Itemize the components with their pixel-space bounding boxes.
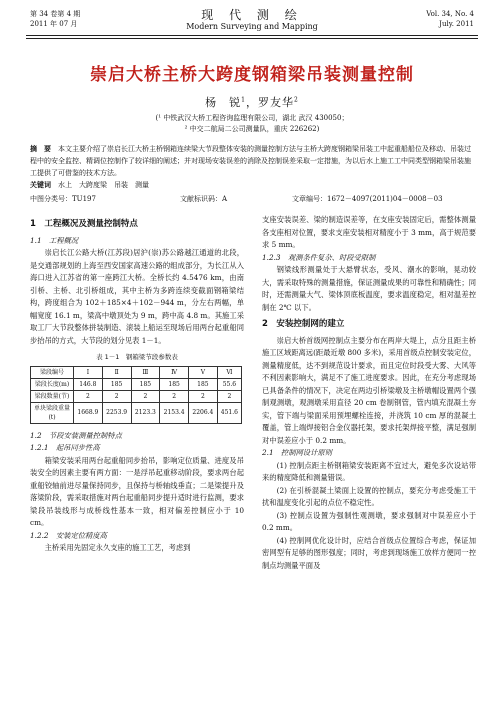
volume-cn: 第 34 卷第 4 期 bbox=[30, 10, 81, 18]
table-row bbox=[31, 366, 242, 378]
journal-name-cn: 现 代 测 绘 bbox=[201, 8, 303, 22]
author-name: 罗友华 bbox=[258, 96, 294, 109]
table-cell: 185 bbox=[189, 378, 218, 390]
abstract bbox=[30, 143, 476, 179]
affiliation-1: (¹ 中铁武汉大桥工程咨询监理有限公司，湖北 武汉 430050； bbox=[155, 114, 349, 122]
table-header-cell: Ⅲ bbox=[131, 366, 160, 378]
subsubsection-heading: 1.2.3 观测条件复杂、时段受限制 bbox=[262, 252, 376, 262]
date-en: July. 2011 bbox=[439, 20, 474, 28]
paragraph: 崇启大桥首级网控制点主要分布在两岸大堤上，点分且距主桥施工区域距离远(距最近墩 800 多米)，采用首级点控制安装定位，测量精度低，达不到规范设计要求，而且定位时段受大雾、大风等不利因素影响大，满足不了施工进度要求。因此，在充分考虑现场已具备条件的情况下，决定在两边引桥梁墩及主桥墩帽设置两个强制观测墩，观测墩采用直径 20 cm 卷制钢管，管内填充混凝土夯实，管下端与梁面采用预埋螺栓连接，并浇筑 10 cm 厚的混凝土覆盖，管上端焊接铝合金仪器托架，要求托架焊接平整，满足强制对中误差应小于 0.2 mm。 bbox=[262, 335, 476, 445]
paragraph: (3) 控制点设置为强制性观测墩，要求强制对中误差应小于 0.2 mm。 bbox=[262, 510, 476, 532]
author-affil-mark: 2 bbox=[294, 96, 299, 104]
document-code: 文献标识码：A bbox=[180, 195, 228, 203]
subsubsection-heading: 1.2.2 安装定位精度高 bbox=[30, 530, 107, 540]
author-affil-mark: 1 bbox=[241, 96, 246, 104]
subsection-heading: 1.1 工程概况 bbox=[30, 235, 79, 245]
table-cell: 2 bbox=[74, 390, 103, 402]
table-cell: 2 bbox=[189, 390, 218, 402]
keywords-text: 水上 大跨度梁 吊装 测量 bbox=[58, 181, 149, 189]
table-caption: 表 1－1 钢箱梁节段参数表 bbox=[96, 353, 178, 361]
table-cell: 451.6 bbox=[217, 402, 241, 423]
table-cell: 185 bbox=[102, 378, 131, 390]
clc-number: 中图分类号：TU197 bbox=[30, 195, 96, 203]
table-header-cell: Ⅰ bbox=[74, 366, 103, 378]
left-column bbox=[30, 214, 244, 555]
article-number: 文章编号：1672－4097(2011)04－0008－03 bbox=[292, 195, 443, 203]
subsection-heading: 2.1 控制网设计原则 bbox=[262, 448, 332, 457]
paragraph: 支座安装误差、梁的制造误差等，在支座安装固定后，需整体测量各支座相对位置，要求支座安装相对精度小于 3 mm，高于规范要求 5 mm。 bbox=[262, 215, 476, 249]
header-rule-thin bbox=[26, 38, 478, 39]
table-cell: 2 bbox=[217, 390, 241, 402]
table-row-label: 梁段长度(m) bbox=[31, 378, 74, 390]
subsection-heading: 1.2 节段安装测量控制特点 bbox=[30, 430, 122, 440]
table-row bbox=[31, 402, 242, 423]
author-name: 杨 锐 bbox=[205, 96, 242, 109]
table-cell: 185 bbox=[160, 378, 189, 390]
table-row bbox=[31, 390, 242, 402]
table-header-cell: Ⅳ bbox=[160, 366, 189, 378]
table-cell: 2206.4 bbox=[189, 402, 218, 423]
paragraph: 钢梁线形测量处于大悬臂状态，受风、潮水的影响，晃动较大，需采取特殊的测量措施，保证测量成果的可靠性和精确性；同时，还需测量大气、梁体顶底板温度，要求温度稳定，相对温差控制在 2℃ 以下。 bbox=[262, 265, 476, 312]
volume-en: Vol. 34, No. 4 bbox=[426, 10, 474, 18]
table-cell: 146.8 bbox=[74, 378, 103, 390]
table-header-cell: Ⅱ bbox=[102, 366, 131, 378]
section-heading: 1 工程概况及测量控制特点 bbox=[30, 219, 138, 229]
paragraph: 主桥采用先固定永久支座的施工工艺，考虑到 bbox=[44, 543, 191, 552]
table-header-cell: Ⅵ bbox=[217, 366, 241, 378]
table-cell: 2 bbox=[160, 390, 189, 402]
author-separator: ， bbox=[246, 96, 258, 109]
table-header-cell: Ⅴ bbox=[189, 366, 218, 378]
right-column bbox=[262, 214, 476, 572]
paragraph: 箱梁安装采用两台起重船同步抬吊，影响定位质量、进度及吊装安全的因素主要有两方面：一是浮吊起重移动阶段，要求两台起重船铰轴前进尽量保持同步，且保持与桥轴线垂直；二是梁提升及落梁阶段，需采取措施对两台起重船同步提升适时进行监测，要求梁段吊装线形与成桥线性基本一致，相对偏差控制应小于 10 cm。 bbox=[30, 455, 244, 527]
journal-name-en: Modern Surveying and Mapping bbox=[186, 22, 318, 31]
table-cell: 55.6 bbox=[217, 378, 241, 390]
author-line bbox=[0, 94, 504, 110]
table-row-label: 梁段数量(节) bbox=[31, 390, 74, 402]
affiliation-2: ² 中交二航局二公司测量队，重庆 226262) bbox=[184, 125, 320, 133]
table-row-label: 单块梁段重量(t) bbox=[31, 402, 74, 423]
header-right bbox=[426, 9, 474, 29]
table-cell: 2123.3 bbox=[131, 402, 160, 423]
keywords-label: 关键词 bbox=[30, 181, 51, 189]
paragraph: (1) 控制点距主桥钢箱梁安装距离不宜过大，避免多次设站带来的精度降低和测量错误。 bbox=[262, 460, 476, 482]
table-cell: 2 bbox=[131, 390, 160, 402]
paragraph: (2) 在引桥混凝土梁面上设置的控制点，要充分考虑受施工干扰和温度变化引起的点位不稳定性。 bbox=[262, 485, 476, 507]
section-heading: 2 安装控制网的建立 bbox=[262, 319, 345, 329]
paragraph: (4) 控制网优化设计时，应结合首级点位置综合考虑，保证加密网型有足够的图形强度；同时，考虑到现场施工放样方便同一控制点均测量平面及 bbox=[262, 535, 476, 570]
abstract-text: 本文主要介绍了崇启长江大桥主桥钢箱连续梁大节段整体安装的测量控制方法与主桥大跨度钢箱梁吊装工中起重船船位及移动、吊装过程中的安全监控、精调位控制作了较详细的阐述；并对现场安装误差的消除及控制误差采取一定措施，为以后水上施工工中同类型钢箱梁吊装施工提供了可借鉴的技术方法。 bbox=[30, 145, 471, 177]
date-cn: 2011 年 07 月 bbox=[30, 20, 78, 28]
abstract-label: 摘 要 bbox=[30, 145, 51, 153]
segment-table bbox=[30, 366, 242, 424]
table-cell: 185 bbox=[131, 378, 160, 390]
table-cell: 2253.9 bbox=[102, 402, 131, 423]
keywords bbox=[30, 180, 149, 190]
subsubsection-heading: 1.2.1 起吊同步性高 bbox=[30, 443, 100, 452]
table-cell: 1668.9 bbox=[74, 402, 103, 423]
table-cell: 2 bbox=[102, 390, 131, 402]
running-header bbox=[0, 0, 504, 40]
header-rule bbox=[26, 35, 478, 36]
table-cell: 2153.4 bbox=[160, 402, 189, 423]
table-header-cell: 梁段编号 bbox=[31, 366, 74, 378]
table-row bbox=[31, 378, 242, 390]
paper-title: 崇启大桥主桥大跨度钢箱梁吊装测量控制 bbox=[90, 65, 414, 85]
paragraph: 崇启长江公路大桥(江苏段)居沪(崇)苏公路越江通道的北段，是交通部规划的上海至西安国家高速公路的组成部分，为长江从入海口进入江苏省的第一座跨江大桥。全桥长约 4.5476 km，由南引桥、主桥、北引桥组成，其中主桥为多跨连续变截面钢箱梁结构，跨度组合为 102＋185×4＋102－944 m，分左右两幅，单幅宽度 16.1 m，梁高中墩顶处为 9 m，跨中高 4.8 m。其施工采取工厂大节段整体拼装制造、滚装上船运至现场后用两台起重船同步抬吊的方式，大节段的划分见表 1－1。 bbox=[30, 248, 244, 345]
